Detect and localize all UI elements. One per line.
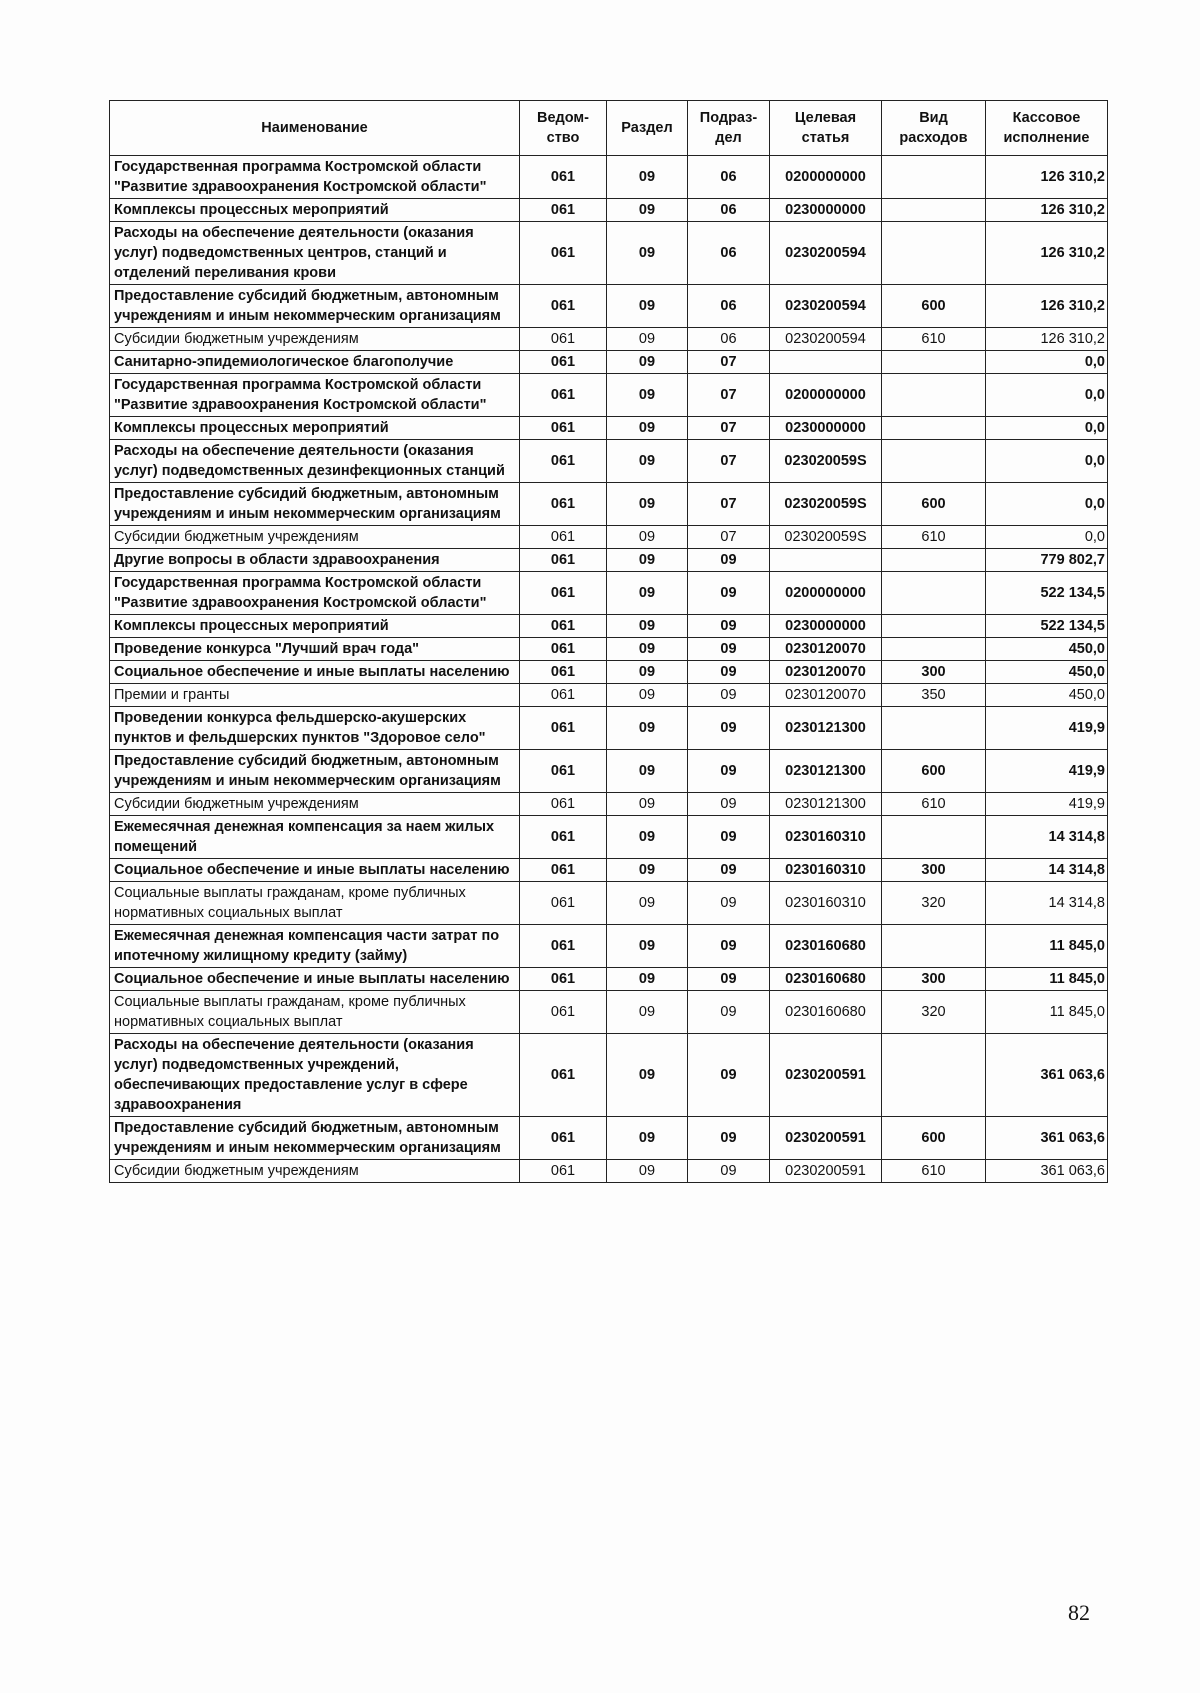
cell-dept: 061: [520, 526, 607, 549]
table-row: [110, 638, 1108, 661]
cell-section: 09: [607, 925, 688, 968]
cell-section: 09: [607, 882, 688, 925]
cell-dept: 061: [520, 483, 607, 526]
cell-subsection: 09: [688, 549, 770, 572]
cell-type: 300: [882, 661, 986, 684]
header-name: Наименование: [110, 101, 520, 156]
cell-amount: 126 310,2: [986, 222, 1108, 285]
cell-type: 350: [882, 684, 986, 707]
cell-subsection: 09: [688, 968, 770, 991]
cell-dept: 061: [520, 968, 607, 991]
cell-article: 023020059S: [770, 440, 882, 483]
cell-amount: 0,0: [986, 374, 1108, 417]
cell-type: 600: [882, 750, 986, 793]
header-section: Раздел: [607, 101, 688, 156]
cell-dept: 061: [520, 222, 607, 285]
cell-section: 09: [607, 199, 688, 222]
table-header-row: [110, 101, 1108, 156]
cell-type: [882, 925, 986, 968]
cell-amount: 0,0: [986, 526, 1108, 549]
cell-dept: 061: [520, 351, 607, 374]
cell-dept: 061: [520, 661, 607, 684]
cell-name: Расходы на обеспечение деятельности (оказания услуг) подведомственных центров, станций и отделений переливания крови: [110, 222, 520, 285]
table-row: [110, 285, 1108, 328]
cell-dept: 061: [520, 793, 607, 816]
cell-name: Предоставление субсидий бюджетным, автономным учреждениям и иным некоммерческим организациям: [110, 1117, 520, 1160]
cell-dept: 061: [520, 991, 607, 1034]
table-row: [110, 1160, 1108, 1183]
cell-subsection: 09: [688, 684, 770, 707]
cell-amount: 126 310,2: [986, 199, 1108, 222]
cell-name: Социальные выплаты гражданам, кроме публичных нормативных социальных выплат: [110, 882, 520, 925]
cell-subsection: 06: [688, 222, 770, 285]
cell-name: Расходы на обеспечение деятельности (оказания услуг) подведомственных учреждений, обеспечивающих предоставление услуг в сфере здравоохранения: [110, 1034, 520, 1117]
cell-article: 0230200591: [770, 1034, 882, 1117]
cell-article: [770, 549, 882, 572]
cell-dept: 061: [520, 638, 607, 661]
cell-dept: 061: [520, 374, 607, 417]
cell-dept: 061: [520, 707, 607, 750]
cell-type: [882, 156, 986, 199]
cell-type: 610: [882, 1160, 986, 1183]
cell-section: 09: [607, 417, 688, 440]
cell-name: Ежемесячная денежная компенсация части затрат по ипотечному жилищному кредиту (займу): [110, 925, 520, 968]
cell-article: 0230160310: [770, 816, 882, 859]
cell-section: 09: [607, 1160, 688, 1183]
cell-section: 09: [607, 793, 688, 816]
cell-name: Ежемесячная денежная компенсация за наем жилых помещений: [110, 816, 520, 859]
table-row: [110, 483, 1108, 526]
table-row: [110, 440, 1108, 483]
cell-amount: 0,0: [986, 483, 1108, 526]
cell-amount: 0,0: [986, 417, 1108, 440]
cell-type: 600: [882, 285, 986, 328]
cell-amount: 14 314,8: [986, 859, 1108, 882]
cell-dept: 061: [520, 572, 607, 615]
table-row: [110, 661, 1108, 684]
cell-dept: 061: [520, 417, 607, 440]
cell-article: 0230200594: [770, 222, 882, 285]
cell-name: Социальное обеспечение и иные выплаты населению: [110, 661, 520, 684]
cell-article: 0230160680: [770, 991, 882, 1034]
cell-section: 09: [607, 750, 688, 793]
cell-subsection: 07: [688, 374, 770, 417]
cell-section: 09: [607, 483, 688, 526]
cell-type: [882, 638, 986, 661]
cell-subsection: 06: [688, 285, 770, 328]
cell-type: 610: [882, 793, 986, 816]
cell-type: [882, 549, 986, 572]
cell-subsection: 09: [688, 882, 770, 925]
cell-subsection: 09: [688, 859, 770, 882]
cell-subsection: 09: [688, 572, 770, 615]
cell-section: 09: [607, 549, 688, 572]
cell-dept: 061: [520, 1117, 607, 1160]
cell-article: 0230160680: [770, 925, 882, 968]
cell-name: Премии и гранты: [110, 684, 520, 707]
cell-subsection: 09: [688, 793, 770, 816]
cell-amount: 14 314,8: [986, 816, 1108, 859]
table-row: [110, 750, 1108, 793]
header-amount: Кассовое исполнение: [986, 101, 1108, 156]
cell-amount: 450,0: [986, 684, 1108, 707]
cell-section: 09: [607, 661, 688, 684]
cell-article: 0200000000: [770, 374, 882, 417]
cell-type: [882, 707, 986, 750]
cell-article: 0230000000: [770, 199, 882, 222]
cell-type: [882, 1034, 986, 1117]
cell-dept: 061: [520, 549, 607, 572]
cell-article: 0230160680: [770, 968, 882, 991]
cell-section: 09: [607, 1117, 688, 1160]
header-subsection: Подраз- дел: [688, 101, 770, 156]
cell-type: 320: [882, 991, 986, 1034]
cell-name: Проведение конкурса "Лучший врач года": [110, 638, 520, 661]
cell-dept: 061: [520, 816, 607, 859]
cell-type: 300: [882, 859, 986, 882]
cell-subsection: 07: [688, 440, 770, 483]
cell-dept: 061: [520, 615, 607, 638]
cell-amount: 361 063,6: [986, 1117, 1108, 1160]
cell-subsection: 07: [688, 417, 770, 440]
cell-section: 09: [607, 285, 688, 328]
table-row: [110, 707, 1108, 750]
cell-dept: 061: [520, 1160, 607, 1183]
cell-article: 0230121300: [770, 793, 882, 816]
cell-amount: 361 063,6: [986, 1160, 1108, 1183]
cell-dept: 061: [520, 199, 607, 222]
page-number: 82: [1068, 1600, 1090, 1625]
cell-type: 600: [882, 483, 986, 526]
cell-dept: 061: [520, 859, 607, 882]
cell-name: Субсидии бюджетным учреждениям: [110, 526, 520, 549]
table-row: [110, 526, 1108, 549]
cell-article: 0230121300: [770, 750, 882, 793]
cell-amount: 779 802,7: [986, 549, 1108, 572]
table-row: [110, 199, 1108, 222]
cell-amount: 0,0: [986, 440, 1108, 483]
cell-name: Предоставление субсидий бюджетным, автономным учреждениям и иным некоммерческим организациям: [110, 483, 520, 526]
table-row: [110, 572, 1108, 615]
cell-article: [770, 351, 882, 374]
cell-subsection: 06: [688, 199, 770, 222]
cell-section: 09: [607, 684, 688, 707]
table-row: [110, 1117, 1108, 1160]
table-row: [110, 793, 1108, 816]
cell-article: 0230121300: [770, 707, 882, 750]
cell-section: 09: [607, 991, 688, 1034]
table-row: [110, 991, 1108, 1034]
cell-article: 0230200594: [770, 328, 882, 351]
cell-section: 09: [607, 1034, 688, 1117]
cell-amount: 126 310,2: [986, 156, 1108, 199]
table-row: [110, 156, 1108, 199]
cell-type: 600: [882, 1117, 986, 1160]
cell-amount: 11 845,0: [986, 968, 1108, 991]
cell-name: Государственная программа Костромской области "Развитие здравоохранения Костромской области": [110, 374, 520, 417]
cell-type: 320: [882, 882, 986, 925]
cell-section: 09: [607, 638, 688, 661]
table-row: [110, 328, 1108, 351]
cell-subsection: 09: [688, 816, 770, 859]
table-body: [110, 156, 1108, 1183]
cell-dept: 061: [520, 285, 607, 328]
cell-dept: 061: [520, 750, 607, 793]
cell-section: 09: [607, 968, 688, 991]
table-row: [110, 882, 1108, 925]
cell-name: Социальное обеспечение и иные выплаты населению: [110, 968, 520, 991]
cell-article: 0230200594: [770, 285, 882, 328]
cell-dept: 061: [520, 684, 607, 707]
cell-name: Предоставление субсидий бюджетным, автономным учреждениям и иным некоммерческим организациям: [110, 750, 520, 793]
cell-name: Государственная программа Костромской области "Развитие здравоохранения Костромской области": [110, 572, 520, 615]
cell-subsection: 09: [688, 925, 770, 968]
cell-article: 0200000000: [770, 156, 882, 199]
cell-section: 09: [607, 526, 688, 549]
cell-name: Санитарно-эпидемиологическое благополучие: [110, 351, 520, 374]
cell-amount: 522 134,5: [986, 572, 1108, 615]
cell-amount: 11 845,0: [986, 925, 1108, 968]
cell-section: 09: [607, 859, 688, 882]
table-row: [110, 859, 1108, 882]
table-row: [110, 684, 1108, 707]
cell-amount: 450,0: [986, 638, 1108, 661]
cell-section: 09: [607, 707, 688, 750]
table-row: [110, 417, 1108, 440]
cell-name: Субсидии бюджетным учреждениям: [110, 1160, 520, 1183]
cell-article: 0230120070: [770, 638, 882, 661]
cell-amount: 126 310,2: [986, 285, 1108, 328]
table-row: [110, 968, 1108, 991]
cell-dept: 061: [520, 440, 607, 483]
header-dept: Ведом- ство: [520, 101, 607, 156]
cell-name: Социальное обеспечение и иные выплаты населению: [110, 859, 520, 882]
header-type: Вид расходов: [882, 101, 986, 156]
cell-amount: 419,9: [986, 707, 1108, 750]
cell-type: [882, 440, 986, 483]
cell-name: Субсидии бюджетным учреждениям: [110, 793, 520, 816]
cell-type: [882, 199, 986, 222]
cell-type: [882, 374, 986, 417]
cell-subsection: 09: [688, 1117, 770, 1160]
cell-name: Государственная программа Костромской области "Развитие здравоохранения Костромской области": [110, 156, 520, 199]
cell-name: Комплексы процессных мероприятий: [110, 615, 520, 638]
cell-dept: 061: [520, 1034, 607, 1117]
cell-subsection: 09: [688, 991, 770, 1034]
header-article: Целевая статья: [770, 101, 882, 156]
cell-section: 09: [607, 156, 688, 199]
table-row: [110, 816, 1108, 859]
cell-article: 0200000000: [770, 572, 882, 615]
cell-type: [882, 417, 986, 440]
table-row: [110, 549, 1108, 572]
cell-article: 023020059S: [770, 483, 882, 526]
cell-name: Комплексы процессных мероприятий: [110, 199, 520, 222]
cell-dept: 061: [520, 328, 607, 351]
cell-section: 09: [607, 816, 688, 859]
cell-type: [882, 351, 986, 374]
cell-name: Расходы на обеспечение деятельности (оказания услуг) подведомственных дезинфекционных станций: [110, 440, 520, 483]
cell-name: Проведении конкурса фельдшерско-акушерских пунктов и фельдшерских пунктов "Здоровое село": [110, 707, 520, 750]
cell-subsection: 09: [688, 750, 770, 793]
table-row: [110, 1034, 1108, 1117]
cell-article: 0230120070: [770, 661, 882, 684]
cell-section: 09: [607, 572, 688, 615]
cell-dept: 061: [520, 925, 607, 968]
cell-subsection: 09: [688, 638, 770, 661]
table-row: [110, 374, 1108, 417]
cell-article: 0230000000: [770, 615, 882, 638]
cell-article: 023020059S: [770, 526, 882, 549]
cell-name: Комплексы процессных мероприятий: [110, 417, 520, 440]
cell-subsection: 09: [688, 707, 770, 750]
cell-section: 09: [607, 440, 688, 483]
cell-article: 0230000000: [770, 417, 882, 440]
cell-type: 610: [882, 328, 986, 351]
cell-amount: 0,0: [986, 351, 1108, 374]
cell-subsection: 07: [688, 483, 770, 526]
cell-type: [882, 615, 986, 638]
cell-article: 0230120070: [770, 684, 882, 707]
cell-type: 300: [882, 968, 986, 991]
cell-subsection: 09: [688, 615, 770, 638]
cell-amount: 361 063,6: [986, 1034, 1108, 1117]
cell-amount: 126 310,2: [986, 328, 1108, 351]
cell-type: [882, 222, 986, 285]
cell-article: 0230160310: [770, 859, 882, 882]
cell-subsection: 09: [688, 661, 770, 684]
table-row: [110, 615, 1108, 638]
cell-name: Предоставление субсидий бюджетным, автономным учреждениям и иным некоммерческим организациям: [110, 285, 520, 328]
cell-type: 610: [882, 526, 986, 549]
cell-type: [882, 816, 986, 859]
cell-section: 09: [607, 328, 688, 351]
cell-amount: 419,9: [986, 750, 1108, 793]
cell-section: 09: [607, 222, 688, 285]
cell-article: 0230200591: [770, 1160, 882, 1183]
cell-dept: 061: [520, 156, 607, 199]
cell-subsection: 06: [688, 328, 770, 351]
cell-dept: 061: [520, 882, 607, 925]
cell-subsection: 06: [688, 156, 770, 199]
table-row: [110, 925, 1108, 968]
cell-section: 09: [607, 615, 688, 638]
budget-table: [109, 100, 1108, 1183]
cell-amount: 11 845,0: [986, 991, 1108, 1034]
table-row: [110, 222, 1108, 285]
cell-subsection: 09: [688, 1034, 770, 1117]
cell-name: Социальные выплаты гражданам, кроме публичных нормативных социальных выплат: [110, 991, 520, 1034]
cell-section: 09: [607, 351, 688, 374]
cell-amount: 450,0: [986, 661, 1108, 684]
cell-name: Субсидии бюджетным учреждениям: [110, 328, 520, 351]
cell-type: [882, 572, 986, 615]
cell-article: 0230200591: [770, 1117, 882, 1160]
cell-subsection: 07: [688, 526, 770, 549]
cell-subsection: 07: [688, 351, 770, 374]
cell-subsection: 09: [688, 1160, 770, 1183]
cell-amount: 522 134,5: [986, 615, 1108, 638]
cell-article: 0230160310: [770, 882, 882, 925]
cell-amount: 419,9: [986, 793, 1108, 816]
cell-amount: 14 314,8: [986, 882, 1108, 925]
cell-section: 09: [607, 374, 688, 417]
table-row: [110, 351, 1108, 374]
cell-name: Другие вопросы в области здравоохранения: [110, 549, 520, 572]
